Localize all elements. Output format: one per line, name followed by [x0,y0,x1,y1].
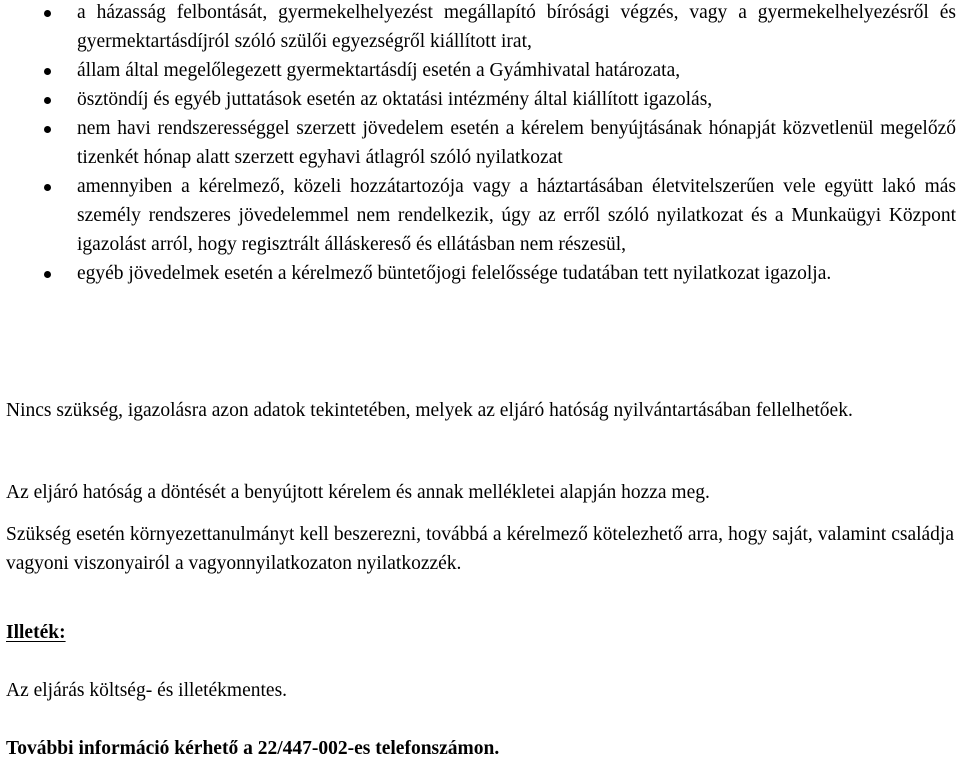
bullet-icon [44,184,51,191]
requirements-list [0,0,960,288]
list-item [0,85,960,114]
list-item-text: nem havi rendszerességgel szerzett jövedelem esetén a kérelem benyújtásának hónapját közvetlenül megelőző tizenkét hónap alatt szerzett egyhavi átlagról szóló nyilatkozat [77,118,956,168]
bullet-icon [44,10,51,17]
list-item [0,172,960,259]
list-item-text: amennyiben a kérelmező, közeli hozzátartozója vagy a háztartásában életvitelszerűen vele együtt lakó más személy rendszeres jövedelemmel nem rendelkezik, úgy az erről szóló nyilatkozat és a Munkaügyi Központ igazolást arról, hogy regisztrált álláskereső és ellátásban nem részesül, [77,176,956,255]
bullet-icon [44,271,51,278]
list-item-text: ösztöndíj és egyéb juttatások esetén az oktatási intézmény által kiállított igazolás, [77,89,713,110]
list-item-text: a házasság felbontását, gyermekelhelyezést megállapító bírósági végzés, vagy a gyermekelhelyezésről és gyermektartásdíjról szóló szülői egyezségről kiállított irat, [77,2,956,52]
paragraph-decision-basis: Az eljáró hatóság a döntését a benyújtott kérelem és annak mellékletei alapján hozza meg. [6,482,710,503]
list-item [0,56,960,85]
list-item [0,259,960,288]
list-item-text: egyéb jövedelmek esetén a kérelmező büntetőjogi felelőssége tudatában tett nyilatkozat igazolja. [77,263,832,284]
paragraph-no-proof-needed: Nincs szükség, igazolásra azon adatok tekintetében, melyek az eljáró hatóság nyilvántartásában fellelhetőek. [6,400,853,421]
list-item [0,114,960,172]
bullet-icon [44,68,51,75]
bullet-icon [44,126,51,133]
bullet-icon [44,97,51,104]
list-item-text: állam által megelőlegezett gyermektartásdíj esetén a Gyámhivatal határozata, [77,60,681,81]
paragraph-contact-info: További információ kérhető a 22/447-002-es telefonszámon. [6,738,500,759]
paragraph-environment-study: Szükség esetén környezettanulmányt kell beszerezni, továbbá a kérelmező kötelezhető arra, hogy saját, valamint családja vagyoni viszonyairól a vagyonnyilatkozaton nyilatkozzék. [6,524,954,574]
paragraph-fee-free: Az eljárás költség- és illetékmentes. [6,680,288,701]
list-item [0,0,960,56]
fee-heading: Illeték: [6,622,66,643]
